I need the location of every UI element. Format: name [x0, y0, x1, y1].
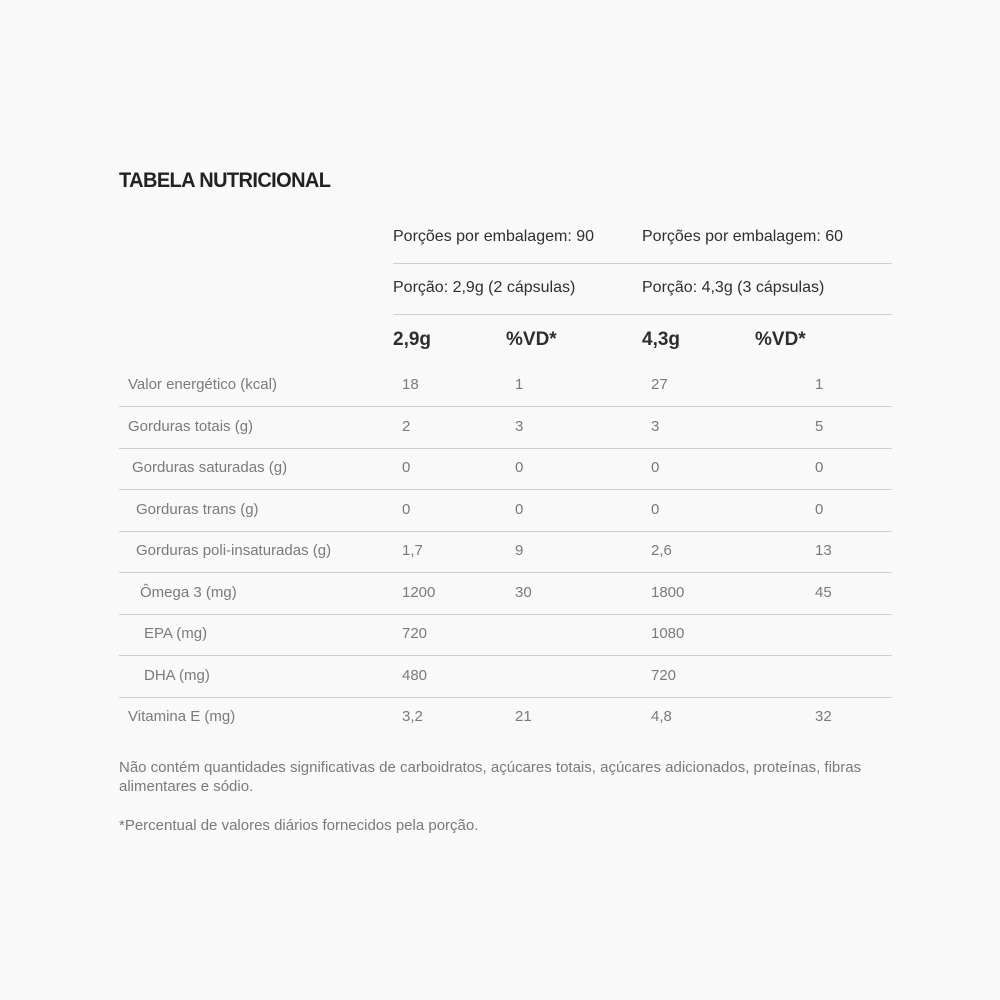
row-divider	[119, 531, 892, 532]
nutrient-label: Gorduras trans (g)	[136, 501, 259, 518]
vd-b: 13	[815, 542, 832, 559]
portions-per-package-a: Porções por embalagem: 90	[393, 228, 594, 245]
nutrient-label: Gorduras saturadas (g)	[132, 459, 288, 476]
vd-a: 3	[515, 418, 524, 435]
header-divider	[393, 314, 892, 315]
amount-b: 3	[651, 418, 660, 435]
vd-a: 1	[515, 376, 524, 393]
amount-a: 720	[402, 625, 428, 642]
vd-b: 32	[815, 708, 832, 725]
amount-a: 1200	[402, 584, 436, 601]
amount-header-a: 2,9g	[393, 329, 432, 350]
row-divider	[119, 655, 892, 656]
row-divider	[119, 614, 892, 615]
nutrient-label: EPA (mg)	[144, 625, 208, 642]
page-title: TABELA NUTRICIONAL	[119, 169, 331, 193]
row-divider	[119, 572, 892, 573]
vd-b: 1	[815, 376, 824, 393]
vd-b: 45	[815, 584, 832, 601]
vd-b: 0	[815, 501, 824, 518]
amount-b: 1080	[651, 625, 685, 642]
amount-a: 0	[402, 459, 411, 476]
amount-a: 3,2	[402, 708, 423, 725]
nutrient-label: Gorduras poli-insaturadas (g)	[136, 542, 332, 559]
amount-b: 0	[651, 501, 660, 518]
nutrient-label: Valor energético (kcal)	[128, 376, 277, 393]
vd-b: 5	[815, 418, 824, 435]
amount-b: 1800	[651, 584, 685, 601]
vd-a: 30	[515, 584, 532, 601]
amount-a: 480	[402, 667, 428, 684]
footnote-text: *Percentual de valores diários fornecidos pela porção.	[119, 817, 479, 834]
portions-per-package-b: Porções por embalagem: 60	[642, 228, 843, 245]
disclaimer-text: Não contém quantidades significativas de carboidratos, açúcares totais, açúcares adicionados, proteínas, fibras alimentares e sódio.	[119, 759, 862, 795]
nutrient-label: Vitamina E (mg)	[128, 708, 236, 725]
amount-a: 18	[402, 376, 419, 393]
nutrient-label: DHA (mg)	[144, 667, 210, 684]
serving-size-a: Porção: 2,9g (2 cápsulas)	[393, 279, 576, 296]
serving-size-b: Porção: 4,3g (3 cápsulas)	[642, 279, 825, 296]
amount-b: 720	[651, 667, 677, 684]
amount-b: 4,8	[651, 708, 672, 725]
vd-a: 9	[515, 542, 524, 559]
vd-a: 0	[515, 459, 524, 476]
vd-a: 21	[515, 708, 532, 725]
row-divider	[119, 697, 892, 698]
vd-header-a: %VD*	[506, 329, 557, 350]
row-divider	[119, 448, 892, 449]
amount-b: 0	[651, 459, 660, 476]
row-divider	[119, 406, 892, 407]
nutrient-label: Ômega 3 (mg)	[140, 584, 237, 601]
vd-b: 0	[815, 459, 824, 476]
vd-a: 0	[515, 501, 524, 518]
header-divider	[393, 263, 892, 264]
nutrient-label: Gorduras totais (g)	[128, 418, 254, 435]
amount-header-b: 4,3g	[642, 329, 681, 350]
amount-a: 0	[402, 501, 411, 518]
amount-a: 1,7	[402, 542, 423, 559]
vd-header-b: %VD*	[755, 329, 806, 350]
amount-a: 2	[402, 418, 411, 435]
amount-b: 2,6	[651, 542, 672, 559]
row-divider	[119, 489, 892, 490]
amount-b: 27	[651, 376, 668, 393]
